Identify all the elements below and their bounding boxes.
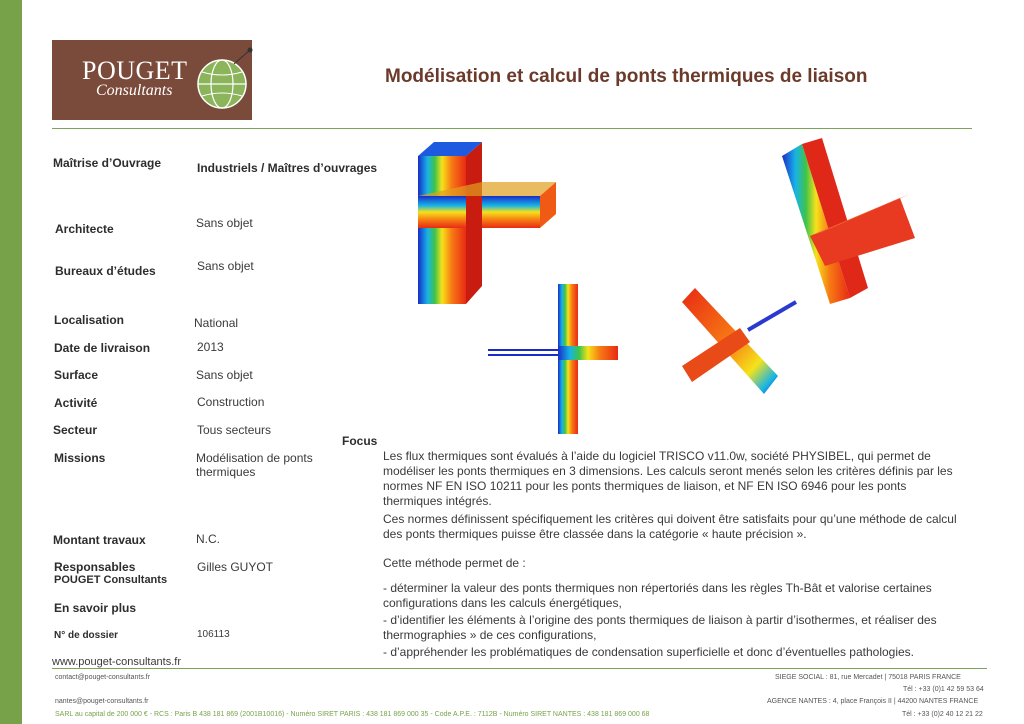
label-montant: Montant travaux [53, 533, 146, 547]
value-architecte: Sans objet [196, 216, 253, 230]
footer-email-nantes[interactable]: nantes@pouget-consultants.fr [55, 698, 149, 705]
green-sidebar [0, 0, 22, 724]
figure-wall-slab-junction [488, 284, 618, 434]
company-logo [52, 40, 252, 120]
value-responsables: Gilles GUYOT [197, 560, 274, 574]
value-date: 2013 [197, 340, 224, 354]
value-maitrise: Industriels / Maîtres d’ouvrages [197, 161, 378, 175]
label-responsables: Responsables [54, 560, 136, 574]
label-responsables-company: POUGET Consultants [54, 574, 168, 586]
label-localisation: Localisation [54, 313, 125, 327]
footer-tel-paris: Tél : +33 (0)1 42 59 53 64 [903, 686, 984, 693]
footer-email-paris[interactable]: contact@pouget-consultants.fr [55, 674, 151, 681]
value-missions: Modélisation de ponts thermiques [196, 451, 313, 479]
value-secteur: Tous secteurs [197, 423, 272, 437]
label-missions: Missions [54, 451, 106, 465]
label-date: Date de livraison [54, 341, 151, 355]
header-divider [52, 128, 972, 129]
label-dossier: N° de dossier [54, 630, 119, 641]
focus-bullet-3: - d’appréhender les problématiques de condensation superficielle et donc d’éventuelles pathologies. [383, 645, 915, 659]
footer-agence: AGENCE NANTES : 4, place François II | 44200 NANTES FRANCE [767, 698, 979, 705]
focus-bullet-2: - d’identifier les éléments à l’origine des ponts thermiques de liaison à partir d’isothermes, et réaliser des thermographies » de ces configurations, [383, 613, 937, 642]
focus-paragraph-3: Cette méthode permet de : [383, 556, 526, 570]
footer-divider [52, 668, 987, 669]
label-architecte: Architecte [55, 222, 114, 236]
label-en-savoir-plus: En savoir plus [54, 601, 137, 615]
figure-balcony-junction [782, 138, 915, 304]
label-secteur: Secteur [53, 423, 98, 437]
value-bureaux: Sans objet [197, 259, 254, 273]
footer-tel-nantes: Tél : +33 (0)2 40 12 21 22 [902, 711, 983, 718]
label-surface: Surface [54, 368, 99, 382]
thermal-bridge-figures [410, 138, 980, 438]
footer-legal: SARL au capital de 200 000 € - RCS : Paris B 438 181 869 (2001B10016) - Numéro SIRET PARIS : 438 181 869 000 35 - Code A.P.E. : 7112B - Numéro SIRET NANTES : 438 181 869 000 68 [55, 711, 650, 718]
value-surface: Sans objet [196, 368, 253, 382]
value-activite: Construction [197, 395, 265, 409]
footer-siege: SIEGE SOCIAL : 81, rue Mercadet | 75018 PARIS FRANCE [775, 674, 961, 681]
figure-diagonal-junction [682, 288, 796, 394]
label-bureaux: Bureaux d’études [55, 264, 156, 278]
figure-corner-junction [418, 142, 556, 304]
focus-heading: Focus [342, 434, 378, 448]
logo-line1: POUGET [82, 56, 188, 85]
focus-bullet-1: - déterminer la valeur des ponts thermiques non répertoriés dans les règles Th-Bât et valorise certaines configurations dans les calculs énergétiques, [383, 581, 932, 610]
globe-icon [194, 42, 254, 118]
value-localisation: National [194, 316, 239, 330]
focus-paragraph-2: Ces normes définissent spécifiquement les critères qui doivent être satisfaits pour qu’une méthode de calcul des ponts thermiques puisse être classée dans la catégorie « haute précision ». [383, 512, 957, 541]
focus-paragraph-1: Les flux thermiques sont évalués à l’aide du logiciel TRISCO v11.0w, société PHYSIBEL, qui permet de modéliser les ponts thermiques en 3 dimensions. Les calculs seront menés selon les critères définis par les normes NF EN ISO 10211 pour les ponts thermiques de liaison, et NF EN ISO 6946 pour les ponts thermiques intégrés. [383, 449, 953, 508]
label-activite: Activité [54, 396, 98, 410]
value-dossier: 106113 [197, 629, 230, 640]
page-title: Modélisation et calcul de ponts thermiques de liaison [385, 66, 868, 87]
label-maitrise: Maîtrise d’Ouvrage [53, 156, 162, 170]
website-link[interactable]: www.pouget-consultants.fr [52, 656, 182, 668]
value-montant: N.C. [196, 532, 220, 546]
logo-line2: Consultants [96, 82, 173, 99]
